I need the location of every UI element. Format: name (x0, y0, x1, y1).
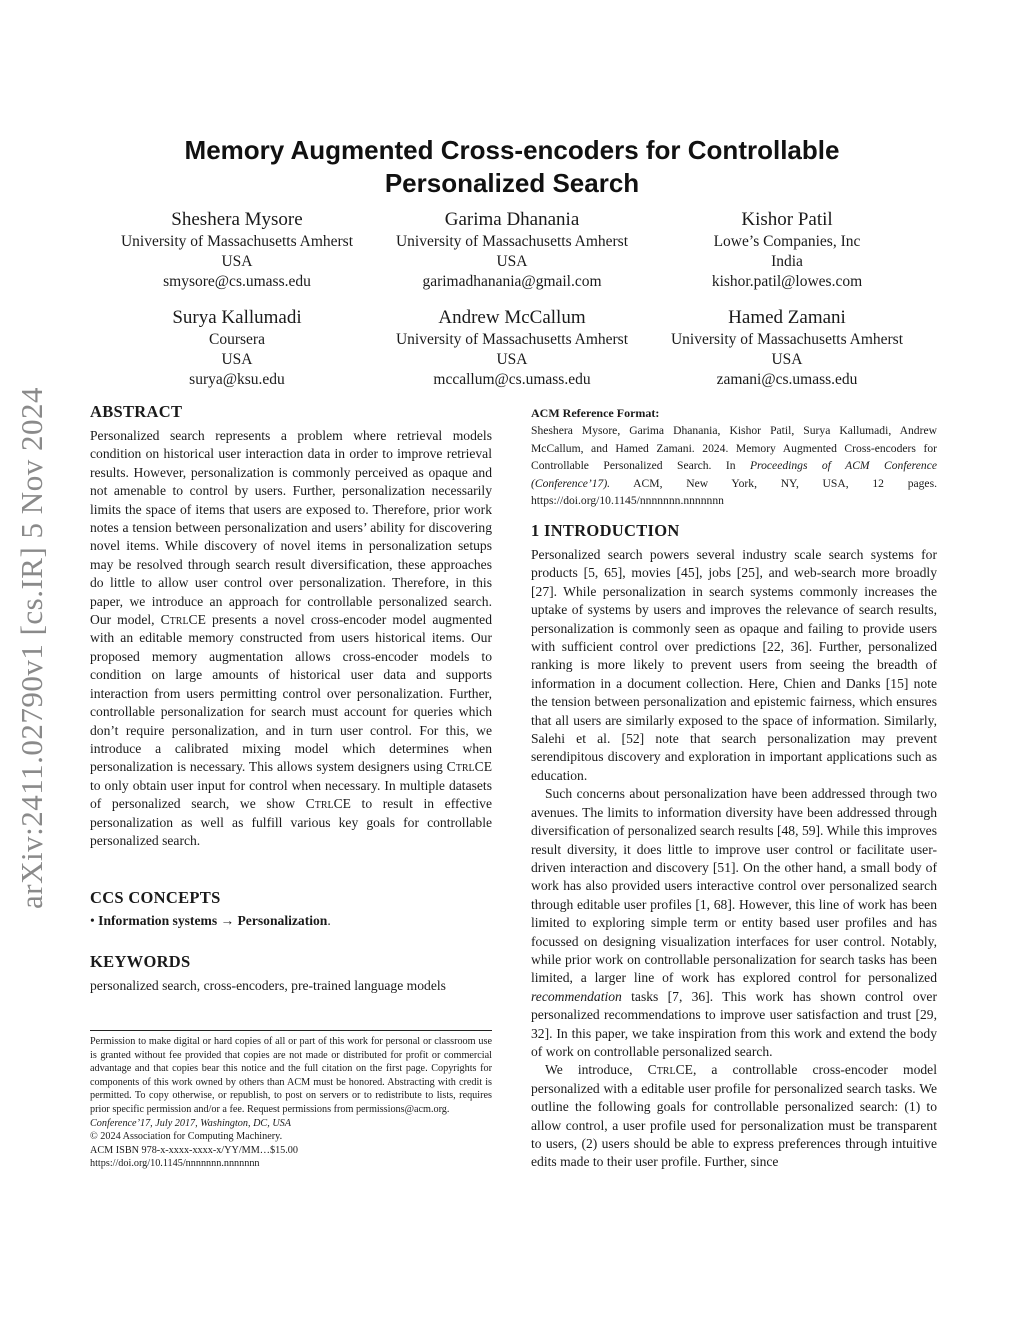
author-affiliation: University of Massachusetts Amherst (670, 331, 904, 348)
intro-emphasis: recommendation (531, 988, 622, 1004)
author-email: surya@ksu.edu (189, 371, 285, 388)
author-block (647, 208, 927, 292)
acm-reference-heading: ACM Reference Format: (531, 406, 660, 420)
paper-title-line-2: Personalized Search (384, 168, 640, 198)
abstract-text-4: to result in effective personalization as well as fulfill various key goals for controllable personalized search. (90, 796, 492, 848)
permission-footnote (90, 1035, 492, 1171)
abstract-heading: ABSTRACT (90, 402, 183, 421)
ccs-heading: CCS CONCEPTS (90, 888, 221, 907)
ccs-concepts (90, 912, 492, 930)
intro-paragraph-2 (531, 785, 937, 1061)
intro-text: , a controllable cross-encoder model personalized with a editable user profile for personalized search tasks. We outline the following goals for controllable personalized search: (1) to allow control, a user profile used for personalization must be transparent to users, (2) users should be able to express preferences through intuitive edits made to their user profile. Further, since (531, 1062, 937, 1170)
abstract-text-3: to only obtain user input for control when necessary. In multiple datasets of personalized search, we show (90, 777, 492, 812)
ccs-period: . (327, 913, 331, 928)
author-affiliation: University of Massachusetts Amherst (395, 233, 629, 250)
acm-reference-details: ACM, New York, NY, USA, 12 pages. https://doi.org/10.1145/nnnnnnn.nnnnnnn (531, 476, 937, 508)
intro-paragraph-3 (531, 1061, 937, 1171)
abstract-paragraph (90, 427, 492, 850)
author-country: USA (221, 253, 253, 270)
author-affiliation: University of Massachusetts Amherst (120, 233, 354, 250)
author-email: zamani@cs.umass.edu (716, 371, 858, 388)
author-country: USA (496, 351, 528, 368)
author-email: smysore@cs.umass.edu (163, 273, 311, 290)
author-email: kishor.patil@lowes.com (711, 273, 863, 290)
paper-title-line-1: Memory Augmented Cross-encoders for Controllable (184, 135, 840, 165)
intro-text: We introduce, (545, 1062, 648, 1078)
arxiv-identifier-text: arXiv:2411.02790v1 [cs.IR] 5 Nov 2024 (14, 387, 49, 909)
footnote-divider (90, 1030, 492, 1031)
acm-reference-text (531, 422, 937, 509)
abstract-text-2: presents a novel cross-encoder model augmented with an editable memory constructed from users historical items. Our proposed memory augmentation allows cross-encoder models to condition on large amounts of historical user data and supports interaction from users permitting control over personalization. Further, controllable personalization for search must account for queries which don’t require personalization, and in turn user control. For this, we introduce a calibrated mixing model which determines when personalization is necessary. This allows system designers using (90, 612, 492, 775)
author-affiliation: University of Massachusetts Amherst (395, 331, 629, 348)
ccs-concept: Information systems → Personalization (98, 913, 328, 928)
author-name: Surya Kallumadi (172, 307, 302, 328)
author-email: garimadhanania@gmail.com (422, 273, 602, 290)
paper-title (100, 134, 924, 200)
author-affiliation: Lowe’s Companies, Inc (713, 233, 861, 250)
arxiv-identifier (8, 368, 56, 928)
author-country: USA (771, 351, 803, 368)
permission-text: Permission to make digital or hard copies of all or part of this work for personal or classroom use is granted without fee provided that copies are not made or distributed for profit or commercial advantage and that copies bear this notice and the full citation on the first page. Copyrights for components of this work owned by others than ACM must be honored. Abstracting with credit is permitted. To copy otherwise, or republish, to post on servers or to redistribute to lists, requires prior specific permission and/or a fee. Request permissions from permissions@acm.org. (90, 1036, 492, 1115)
copyright-line: © 2024 Association for Computing Machinery. (90, 1131, 283, 1143)
author-name: Garima Dhanania (444, 209, 580, 230)
conference-info: Conference’17, July 2017, Washington, DC, USA (90, 1117, 291, 1129)
author-name: Andrew McCallum (438, 307, 586, 328)
intro-text: Such concerns about personalization have been addressed through two avenues. The limits to information diversity have been addressed through diversification of personalized search results [48, 59]. While this improves result diversity, it does little to improve user control or facilitate user-driven interaction and discovery [51]. On the other hand, a small body of work has also provided users interactive control over personalized search through editable user profiles [1, 68]. However, this line of work has been limited to exploring simple term or entity based user profiles and has focussed on designing visualization interfaces for user control. Notably, while prior work on controllable personalization for search tasks has been limited, a larger line of work has explored control for personalized (531, 786, 937, 986)
author-country: USA (221, 351, 253, 368)
isbn-line: ACM ISBN 978-x-xxxx-xxxx-x/YY/MM…$15.00 (90, 1144, 298, 1156)
author-email: mccallum@cs.umass.edu (433, 371, 591, 388)
author-block (372, 208, 652, 292)
abstract-body (90, 427, 492, 850)
abstract-text-1: Personalized search represents a problem where retrieval models condition on historical user interaction data in order to improve retrieval results. However, personalization is commonly perceived as opaque and not amenable to control by users. Further, personalization necessarily limits the space of items that users are exposed to. Therefore, prior work notes a tension between personalization and users’ ability for discovering novel items. While discovery of novel items in personalization setups may be resolved through search result diversification, these approaches do little to allow user control over personalization. Therefore, in this paper, we introduce an approach for controllable personalized search. Our model, (90, 428, 492, 628)
intro-paragraph-1: Personalized search powers several industry scale search systems for products [5, 65], movies [45], jobs [25], and web-search more broadly [27]. While personalization in search systems commonly increases the uptake of systems by users and improves the relevance of search results, personalization is commonly seen as opaque and failing to provide users with sufficient control over predictions [22, 36]. Further, personalized ranking is more likely to prevent users from seeing the breadth of information in a document collection. Here, Chien and Danks [15] note the tension between personalization and epistemic fairness, which ensures that all users are similarly exposed to the space of information. Similarly, Salehi et al. [52] note that search personalization may prevent serendipitous discovery and exploration in important applications such as education. (531, 547, 937, 783)
keywords-heading: KEYWORDS (90, 952, 191, 971)
model-name: CtrlCE (160, 612, 206, 628)
intro-text: tasks [7, 36]. This work has shown control over personalized recommendations to improve user satisfaction and trust [29, 32]. In this paper, we take inspiration from this work and extend the body of work on controllable personalized search. (531, 988, 937, 1059)
author-name: Kishor Patil (741, 209, 833, 230)
introduction-heading: 1 INTRODUCTION (531, 521, 680, 540)
acm-reference-citation: Sheshera Mysore, Garima Dhanania, Kishor Patil, Surya Kallumadi, Andrew McCallum, and Hamed Zamani. 2024. Memory Augmented Cross-encoders for Controllable Personalized Search. In (531, 424, 937, 473)
author-block (97, 306, 377, 390)
introduction-body (531, 546, 937, 1172)
author-block (372, 306, 652, 390)
keywords-text: personalized search, cross-encoders, pre-trained language models (90, 978, 446, 993)
author-affiliation: Coursera (209, 331, 265, 348)
author-country: USA (496, 253, 528, 270)
model-name: CtrlCE (305, 796, 351, 812)
author-name: Sheshera Mysore (171, 209, 303, 230)
model-name: CtrlCE (446, 759, 492, 775)
ccs-bullet: • (90, 913, 99, 928)
doi-line: https://doi.org/10.1145/nnnnnnn.nnnnnnn (90, 1158, 260, 1170)
author-country: India (771, 253, 803, 270)
author-block (647, 306, 927, 390)
author-name: Hamed Zamani (728, 307, 846, 328)
acm-reference-venue: Proceedings of ACM Conference (Conference’17). (531, 459, 938, 490)
author-block (97, 208, 377, 292)
model-name: CtrlCE (647, 1062, 693, 1078)
acm-reference-format (531, 405, 937, 509)
